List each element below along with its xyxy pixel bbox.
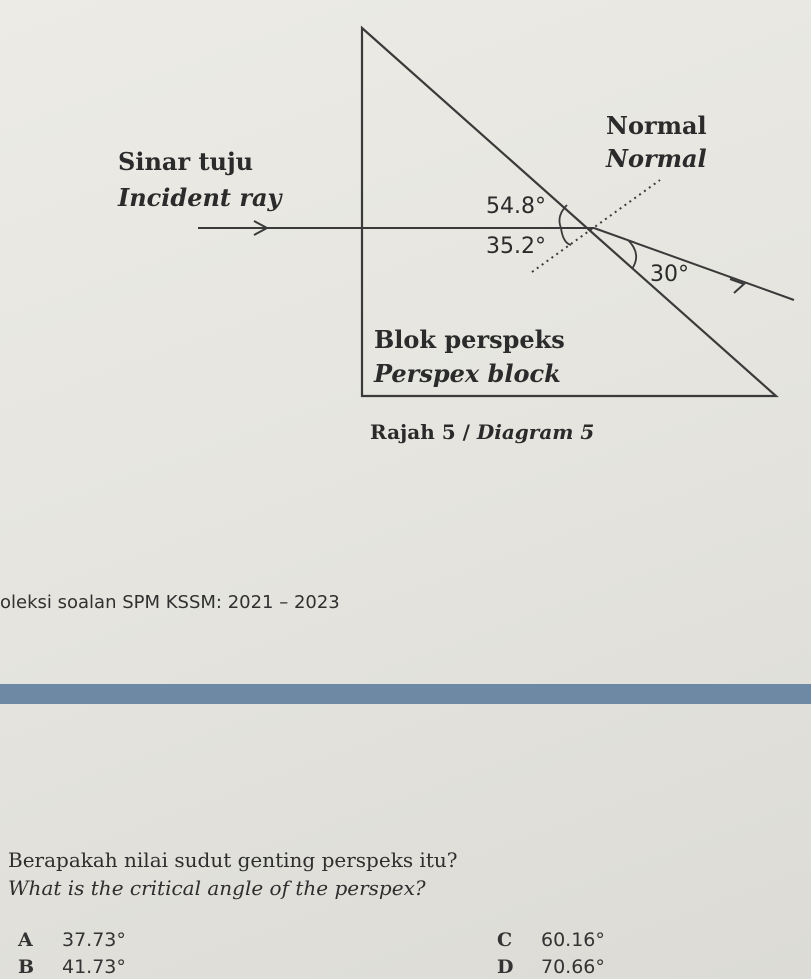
diagram-caption	[370, 420, 594, 444]
question-text-ms: Berapakah nilai sudut genting perspeks itu?	[8, 848, 458, 872]
option-a-key: A	[18, 929, 33, 951]
question-text-en: What is the critical angle of the perspex?	[8, 876, 426, 900]
source-note: oleksi soalan SPM KSSM: 2021 – 2023	[0, 592, 340, 613]
question-text	[8, 846, 457, 902]
angle-arc-lower	[561, 228, 571, 245]
option-c[interactable]	[497, 928, 605, 952]
page-divider-band	[0, 684, 811, 704]
option-d-value: 70.66°	[541, 956, 605, 978]
option-c-value: 60.16°	[541, 929, 605, 951]
option-b[interactable]	[18, 955, 126, 979]
angle-label-upper: 54.8°	[486, 194, 546, 219]
option-d-key: D	[497, 956, 514, 978]
incident-ray-label-en: Incident ray	[118, 183, 282, 212]
diagram-caption-ms: Rajah 5 /	[370, 420, 477, 444]
diagram-caption-en: Diagram 5	[476, 420, 595, 444]
block-label-ms: Blok perspeks	[374, 325, 565, 354]
angle-label-refracted: 30°	[650, 262, 689, 287]
option-d[interactable]	[497, 955, 605, 979]
normal-label-en: Normal	[606, 144, 707, 173]
option-b-value: 41.73°	[62, 956, 126, 978]
normal-label-ms: Normal	[606, 111, 707, 140]
prism-diagram	[0, 0, 811, 460]
block-label-en: Perspex block	[374, 359, 561, 388]
incident-ray-label-ms: Sinar tuju	[118, 147, 254, 176]
option-b-key: B	[18, 956, 35, 978]
option-a-value: 37.73°	[62, 929, 126, 951]
angle-label-lower: 35.2°	[486, 234, 546, 259]
refracted-ray-line	[594, 228, 794, 300]
option-c-key: C	[497, 929, 513, 951]
option-a[interactable]	[18, 928, 126, 952]
normal-dotted-line	[532, 180, 660, 272]
